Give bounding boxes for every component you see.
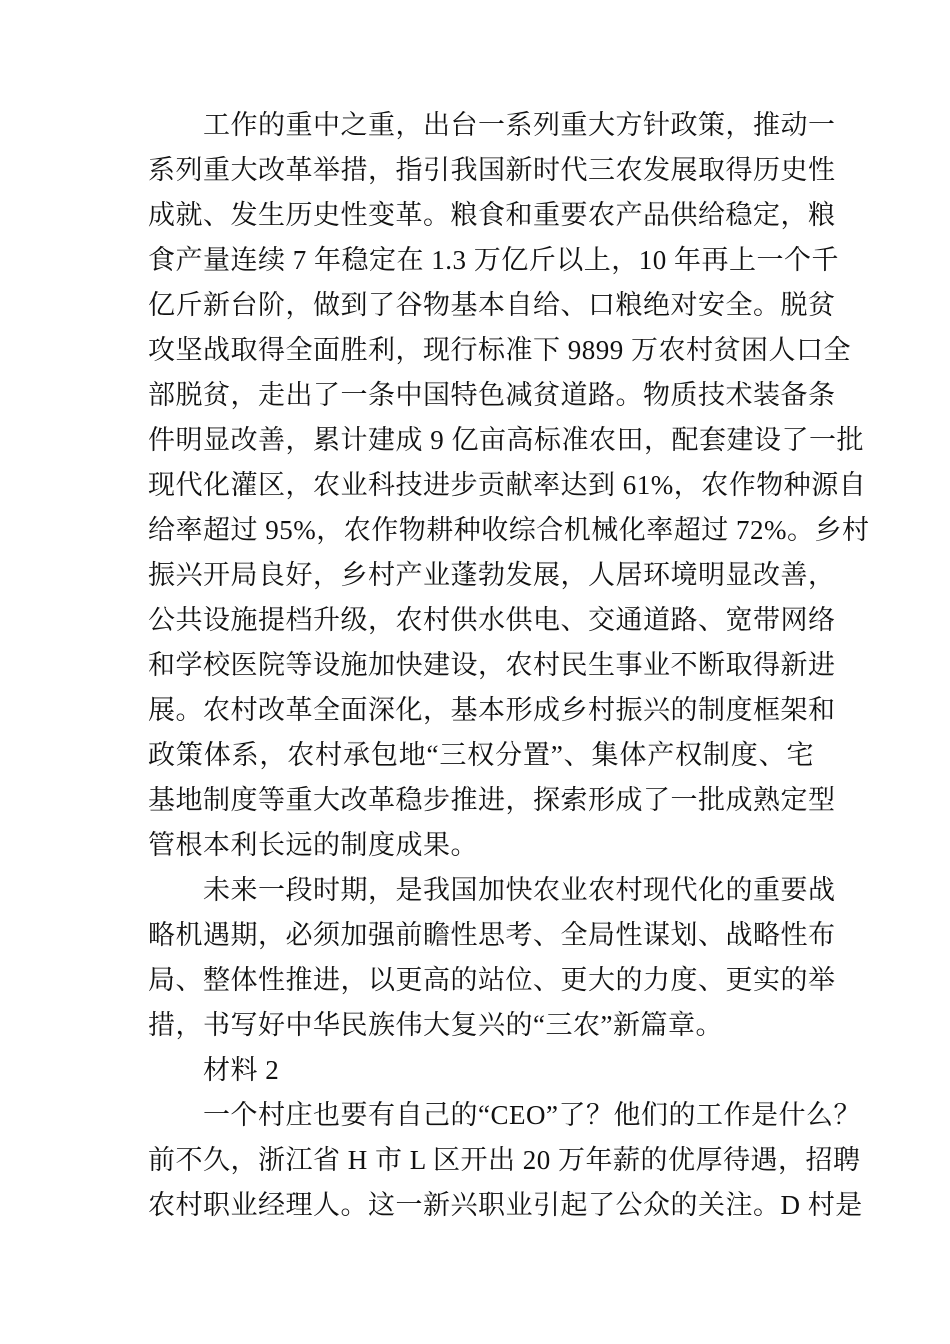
text-line: 部脱贫，走出了一条中国特色减贫道路。物质技术装备条 bbox=[148, 380, 836, 410]
text-line: 成就、发生历史性变革。粮食和重要农产品供给稳定，粮 bbox=[148, 200, 836, 230]
text-line: 振兴开局良好，乡村产业蓬勃发展，人居环境明显改善， bbox=[148, 560, 836, 590]
text-line: 政策体系，农村承包地“三权分置”、集体产权制度、宅 bbox=[148, 740, 814, 770]
text-line: 材料 2 bbox=[203, 1055, 280, 1085]
text-line: 局、整体性推进，以更高的站位、更大的力度、更实的举 bbox=[148, 965, 836, 995]
text-line: 公共设施提档升级，农村供水供电、交通道路、宽带网络 bbox=[148, 605, 836, 635]
text-line: 农村职业经理人。这一新兴职业引起了公众的关注。D 村是 bbox=[148, 1190, 863, 1220]
text-line: 基地制度等重大改革稳步推进，探索形成了一批成熟定型 bbox=[148, 785, 836, 815]
text-line: 现代化灌区，农业科技进步贡献率达到 61%，农作物种源自 bbox=[148, 470, 867, 500]
paragraph bbox=[148, 1093, 863, 1228]
text-line: 和学校医院等设施加快建设，农村民生事业不断取得新进 bbox=[148, 650, 836, 680]
text-line: 系列重大改革举措，指引我国新时代三农发展取得历史性 bbox=[148, 155, 836, 185]
text-line: 食产量连续 7 年稳定在 1.3 万亿斤以上，10 年再上一个千 bbox=[148, 245, 839, 275]
text-line: 展。农村改革全面深化，基本形成乡村振兴的制度框架和 bbox=[148, 695, 836, 725]
text-line: 一个村庄也要有自己的“CEO”了？他们的工作是什么？ bbox=[203, 1100, 861, 1130]
text-line: 前不久，浙江省 H 市 L 区开出 20 万年薪的优厚待遇，招聘 bbox=[148, 1145, 861, 1175]
document-body bbox=[148, 103, 870, 1228]
paragraph bbox=[148, 1048, 814, 1093]
text-line: 管根本利长远的制度成果。 bbox=[148, 830, 478, 860]
text-line: 措，书写好中华民族伟大复兴的“三农”新篇章。 bbox=[148, 1010, 723, 1040]
text-line: 件明显改善，累计建成 9 亿亩高标准农田，配套建设了一批 bbox=[148, 425, 864, 455]
text-line: 未来一段时期，是我国加快农业农村现代化的重要战 bbox=[203, 875, 836, 905]
text-line: 亿斤新台阶，做到了谷物基本自给、口粮绝对安全。脱贫 bbox=[148, 290, 836, 320]
text-line: 攻坚战取得全面胜利，现行标准下 9899 万农村贫困人口全 bbox=[148, 335, 851, 365]
text-line: 工作的重中之重，出台一系列重大方针政策，推动一 bbox=[203, 110, 836, 140]
paragraph bbox=[148, 868, 836, 1048]
paragraph bbox=[148, 103, 870, 868]
text-line: 给率超过 95%，农作物耕种收综合机械化率超过 72%。乡村 bbox=[148, 515, 870, 545]
text-line: 略机遇期，必须加强前瞻性思考、全局性谋划、战略性布 bbox=[148, 920, 836, 950]
